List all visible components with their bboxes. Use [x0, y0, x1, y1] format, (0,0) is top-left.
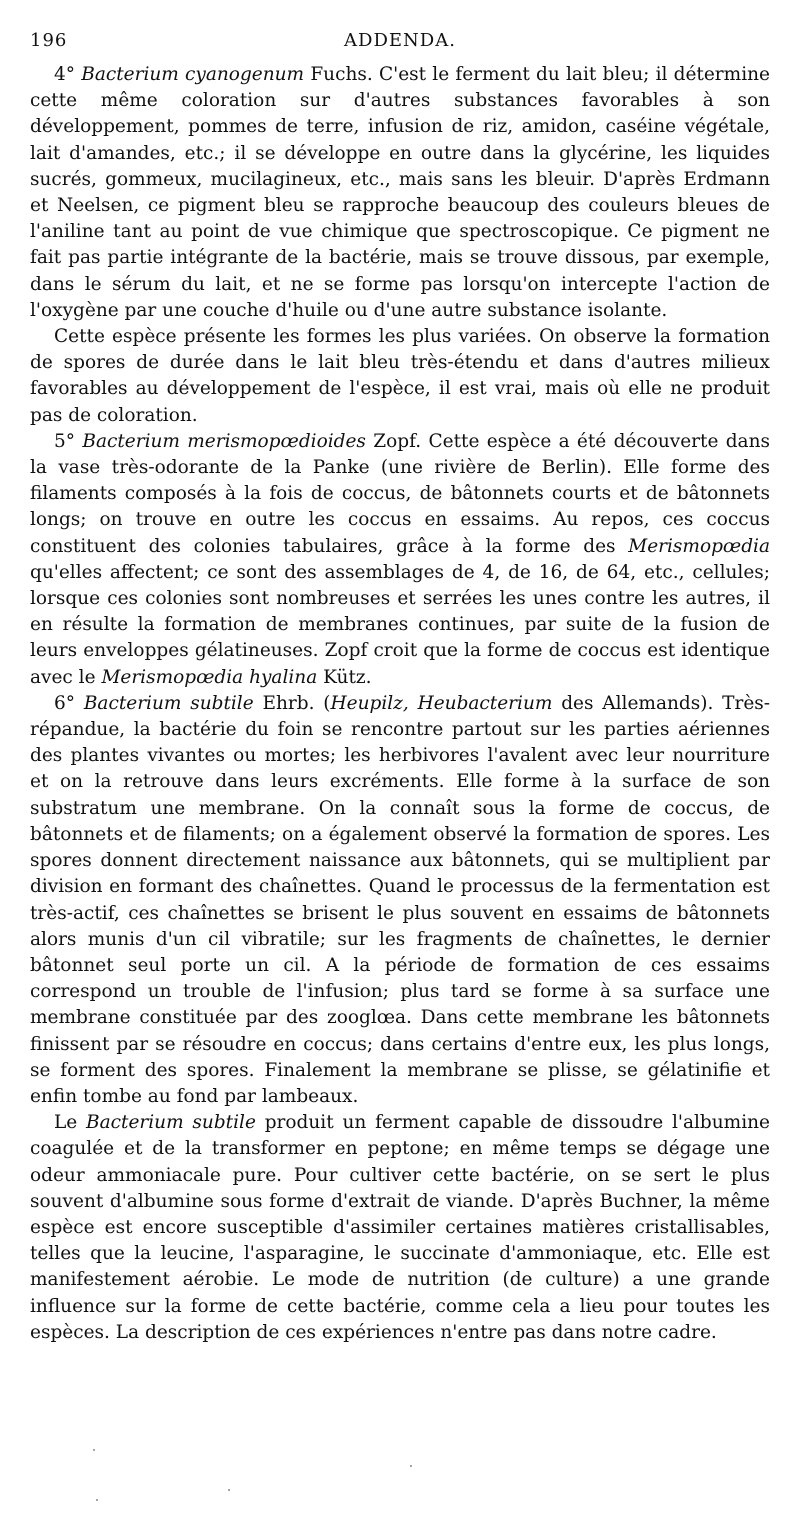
- page-header: [30, 30, 770, 62]
- open-paren: (: [323, 692, 331, 714]
- paragraph-text: Cette espèce a été découverte dans la vase très-odorante de la Panke (une rivière de Berlin). Elle forme des filaments composés à la fois de coccus, de bâtonnets courts et de bâtonnets longs; on trouve en outre les coccus en essaims. Au repos, ces coccus constituent des colonies tabulaires, grâce à la forme des: [30, 430, 771, 557]
- print-speck: [93, 1449, 95, 1451]
- paragraph-text: C'est le ferment du lait bleu; il détermine cette même coloration sur d'autres substances favorables à son développement, pommes de terre, infusion de riz, amidon, caséine végétale, lait d'amandes, etc.; il se développe en outre dans la glycérine, les liquides sucrés, gommeux, mucilagineux, etc., mais sans les bleuir. D'après Erdmann et Neelsen, ce pigment bleu se rapproche beaucoup des couleurs bleues de l'aniline tant au point de vue chimique que spectroscopique. Ce pigment ne fait pas partie intégrante de la bactérie, mais se trouve dissous, par exemple, dans le sérum du lait, et ne se forme pas lorsqu'on intercepte l'action de l'oxygène par une couche d'huile ou d'une autre substance isolante.: [30, 64, 770, 321]
- synonym-tail: des Allemands).: [561, 692, 714, 714]
- paragraph-subtile-ferment: [30, 1110, 770, 1346]
- paragraph-bacterium-merismopoedioides: [30, 429, 770, 691]
- print-speck: [228, 1489, 230, 1491]
- body-text: [30, 62, 770, 1346]
- species-authority: Ehrb.: [262, 692, 315, 714]
- species-authority: Kütz.: [323, 666, 372, 688]
- species-authority: Zopf.: [373, 430, 422, 452]
- genus-name: Merismopœdia: [628, 535, 770, 557]
- book-page: [30, 30, 770, 1346]
- species-name: Bacterium cyanogenum: [81, 64, 305, 85]
- species-name: Bacterium subtile: [86, 1112, 256, 1134]
- print-speck: [96, 1499, 98, 1501]
- species-authority: Fuchs.: [310, 64, 373, 85]
- paragraph-bacterium-cyanogenum: [30, 62, 770, 324]
- paragraph-text: Cette espèce présente les formes les plus variées. On observe la formation de spores de durée dans le lait bleu très-étendu et dans d'autres milieux favorables au développement de l'espèce, il est vrai, mais où elle ne produit pas de coloration.: [30, 326, 770, 426]
- page-number: 196: [30, 30, 68, 51]
- print-speck: [410, 1465, 412, 1467]
- species-name: Bacterium merismopœdioides: [82, 430, 366, 452]
- paragraph-cyanogenum-forms: [30, 324, 770, 429]
- item-number: 4°: [54, 64, 76, 85]
- paragraph-text: qu'elles affectent; ce sont des assemblages de 4, de 16, de 64, etc., cellules; lorsque ces colonies sont nombreuses et serrées les unes contre les autres, il en résulte la formation de membranes continues, par suite de la fusion de leurs enveloppes gélatineuses. Zopf croit que la forme de coccus est identique avec le: [30, 561, 770, 688]
- synonym-names: Heupilz, Heubacterium: [330, 692, 553, 714]
- species-name: Merismopœdia hyalina: [101, 666, 318, 688]
- paragraph-text: produit un ferment capable de dissoudre l'albumine coagulée et de la transformer en peptone; en même temps se dégage une odeur ammoniacale pure. Pour cultiver cette bactérie, on se sert le plus souvent d'albumine sous forme d'extrait de viande. D'après Buchner, la même espèce est encore susceptible d'assimiler certaines matières cristallisables, telles que la leucine, l'asparagine, le succinate d'ammoniaque, etc. Elle est manifestement aérobie. Le mode de nutrition (de culture) a une grande influence sur la forme de cette bactérie, comme cela a lieu pour toutes les espèces. La description de ces expériences n'entre pas dans notre cadre.: [30, 1112, 770, 1343]
- paragraph-lead: Le: [54, 1112, 78, 1134]
- paragraph-text: Très-répandue, la bactérie du foin se rencontre partout sur les parties aériennes des plantes vivantes ou mortes; les herbivores l'avalent avec leur nourriture et on la retrouve dans leurs excréments. Elle forme à la surface de son substratum une membrane. On la connaît sous la forme de coccus, de bâtonnets et de filaments; on a également observé la formation de spores. Les spores donnent directement naissance aux bâtonnets, qui se multiplient par division en formant des chaînettes. Quand le processus de la fermentation est très-actif, ces chaînettes se brisent le plus souvent en essaims de bâtonnets alors munis d'un cil vibratile; sur les fragments de chaînettes, le dernier bâtonnet seul porte un cil. A la période de formation de ces essaims correspond un trouble de l'infusion; plus tard se forme à sa surface une membrane constituée par des zooglœa. Dans cette membrane les bâtonnets finissent par se résoudre en coccus; dans certains d'entre eux, les plus longs, se forment des spores. Finalement la membrane se plisse, se gélatinifie et enfin tombe au fond par lambeaux.: [30, 692, 771, 1107]
- species-name: Bacterium subtile: [83, 692, 254, 714]
- running-head: ADDENDA.: [344, 30, 456, 51]
- item-number: 5°: [54, 430, 76, 452]
- paragraph-bacterium-subtile: [30, 691, 770, 1110]
- item-number: 6°: [54, 692, 76, 714]
